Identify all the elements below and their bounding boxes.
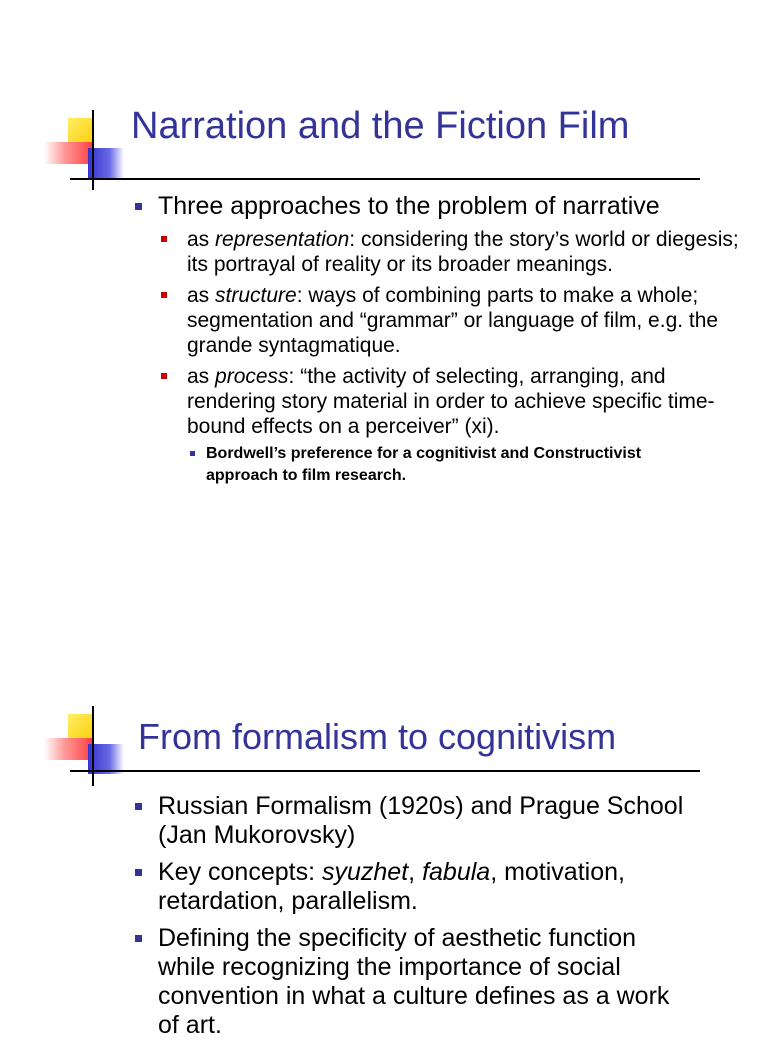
list-item: Russian Formalism (1920s) and Prague School (Jan Mukorovsky) bbox=[132, 792, 692, 850]
list-item: Bordwell’s preference for a cognitivist and Constructivist approach to film research. bbox=[187, 443, 687, 487]
slide-body bbox=[132, 192, 742, 487]
slide-formalism bbox=[0, 596, 768, 1039]
list-item: as representation: considering the story’s world or diegesis; its portrayal of reality or its broader meanings. bbox=[158, 227, 742, 277]
slide-body bbox=[132, 792, 692, 1048]
list-item: Three approaches to the problem of narrative as representation: considering the story’s world or diegesis; its portrayal of reality or its broader meanings. as structure: ways of combining parts to make a whole; segmentation and “grammar” or language of film, e.g. the grande syntagmatique. as process: “the activity of selecting, arranging, and rendering story material in order to achieve specific time-bound effects on a perceiver” (xi). Bordwell’s preference for a cognitivist and Constructivist approach to film research. bbox=[132, 192, 742, 487]
title-underline bbox=[70, 770, 700, 772]
list-item: Key concepts: syuzhet, fabula, motivation, retardation, parallelism. bbox=[132, 858, 692, 916]
list-item: Defining the specificity of aesthetic function while recognizing the importance of social convention in what a culture defines as a work of art. bbox=[132, 924, 692, 1040]
slide-title: Narration and the Fiction Film bbox=[131, 105, 630, 147]
slide-logo-icon bbox=[44, 706, 134, 796]
list-item: as structure: ways of combining parts to make a whole; segmentation and “grammar” or language of film, e.g. the grande syntagmatique. bbox=[158, 283, 742, 358]
list-item: as process: “the activity of selecting, arranging, and rendering story material in order to achieve specific time-bound effects on a perceiver” (xi). Bordwell’s preference for a cognitivist and Constructivist approach to film research. bbox=[158, 364, 742, 487]
slide-title: From formalism to cognitivism bbox=[138, 716, 617, 757]
title-underline bbox=[70, 178, 700, 180]
slide-logo-icon bbox=[44, 110, 134, 200]
